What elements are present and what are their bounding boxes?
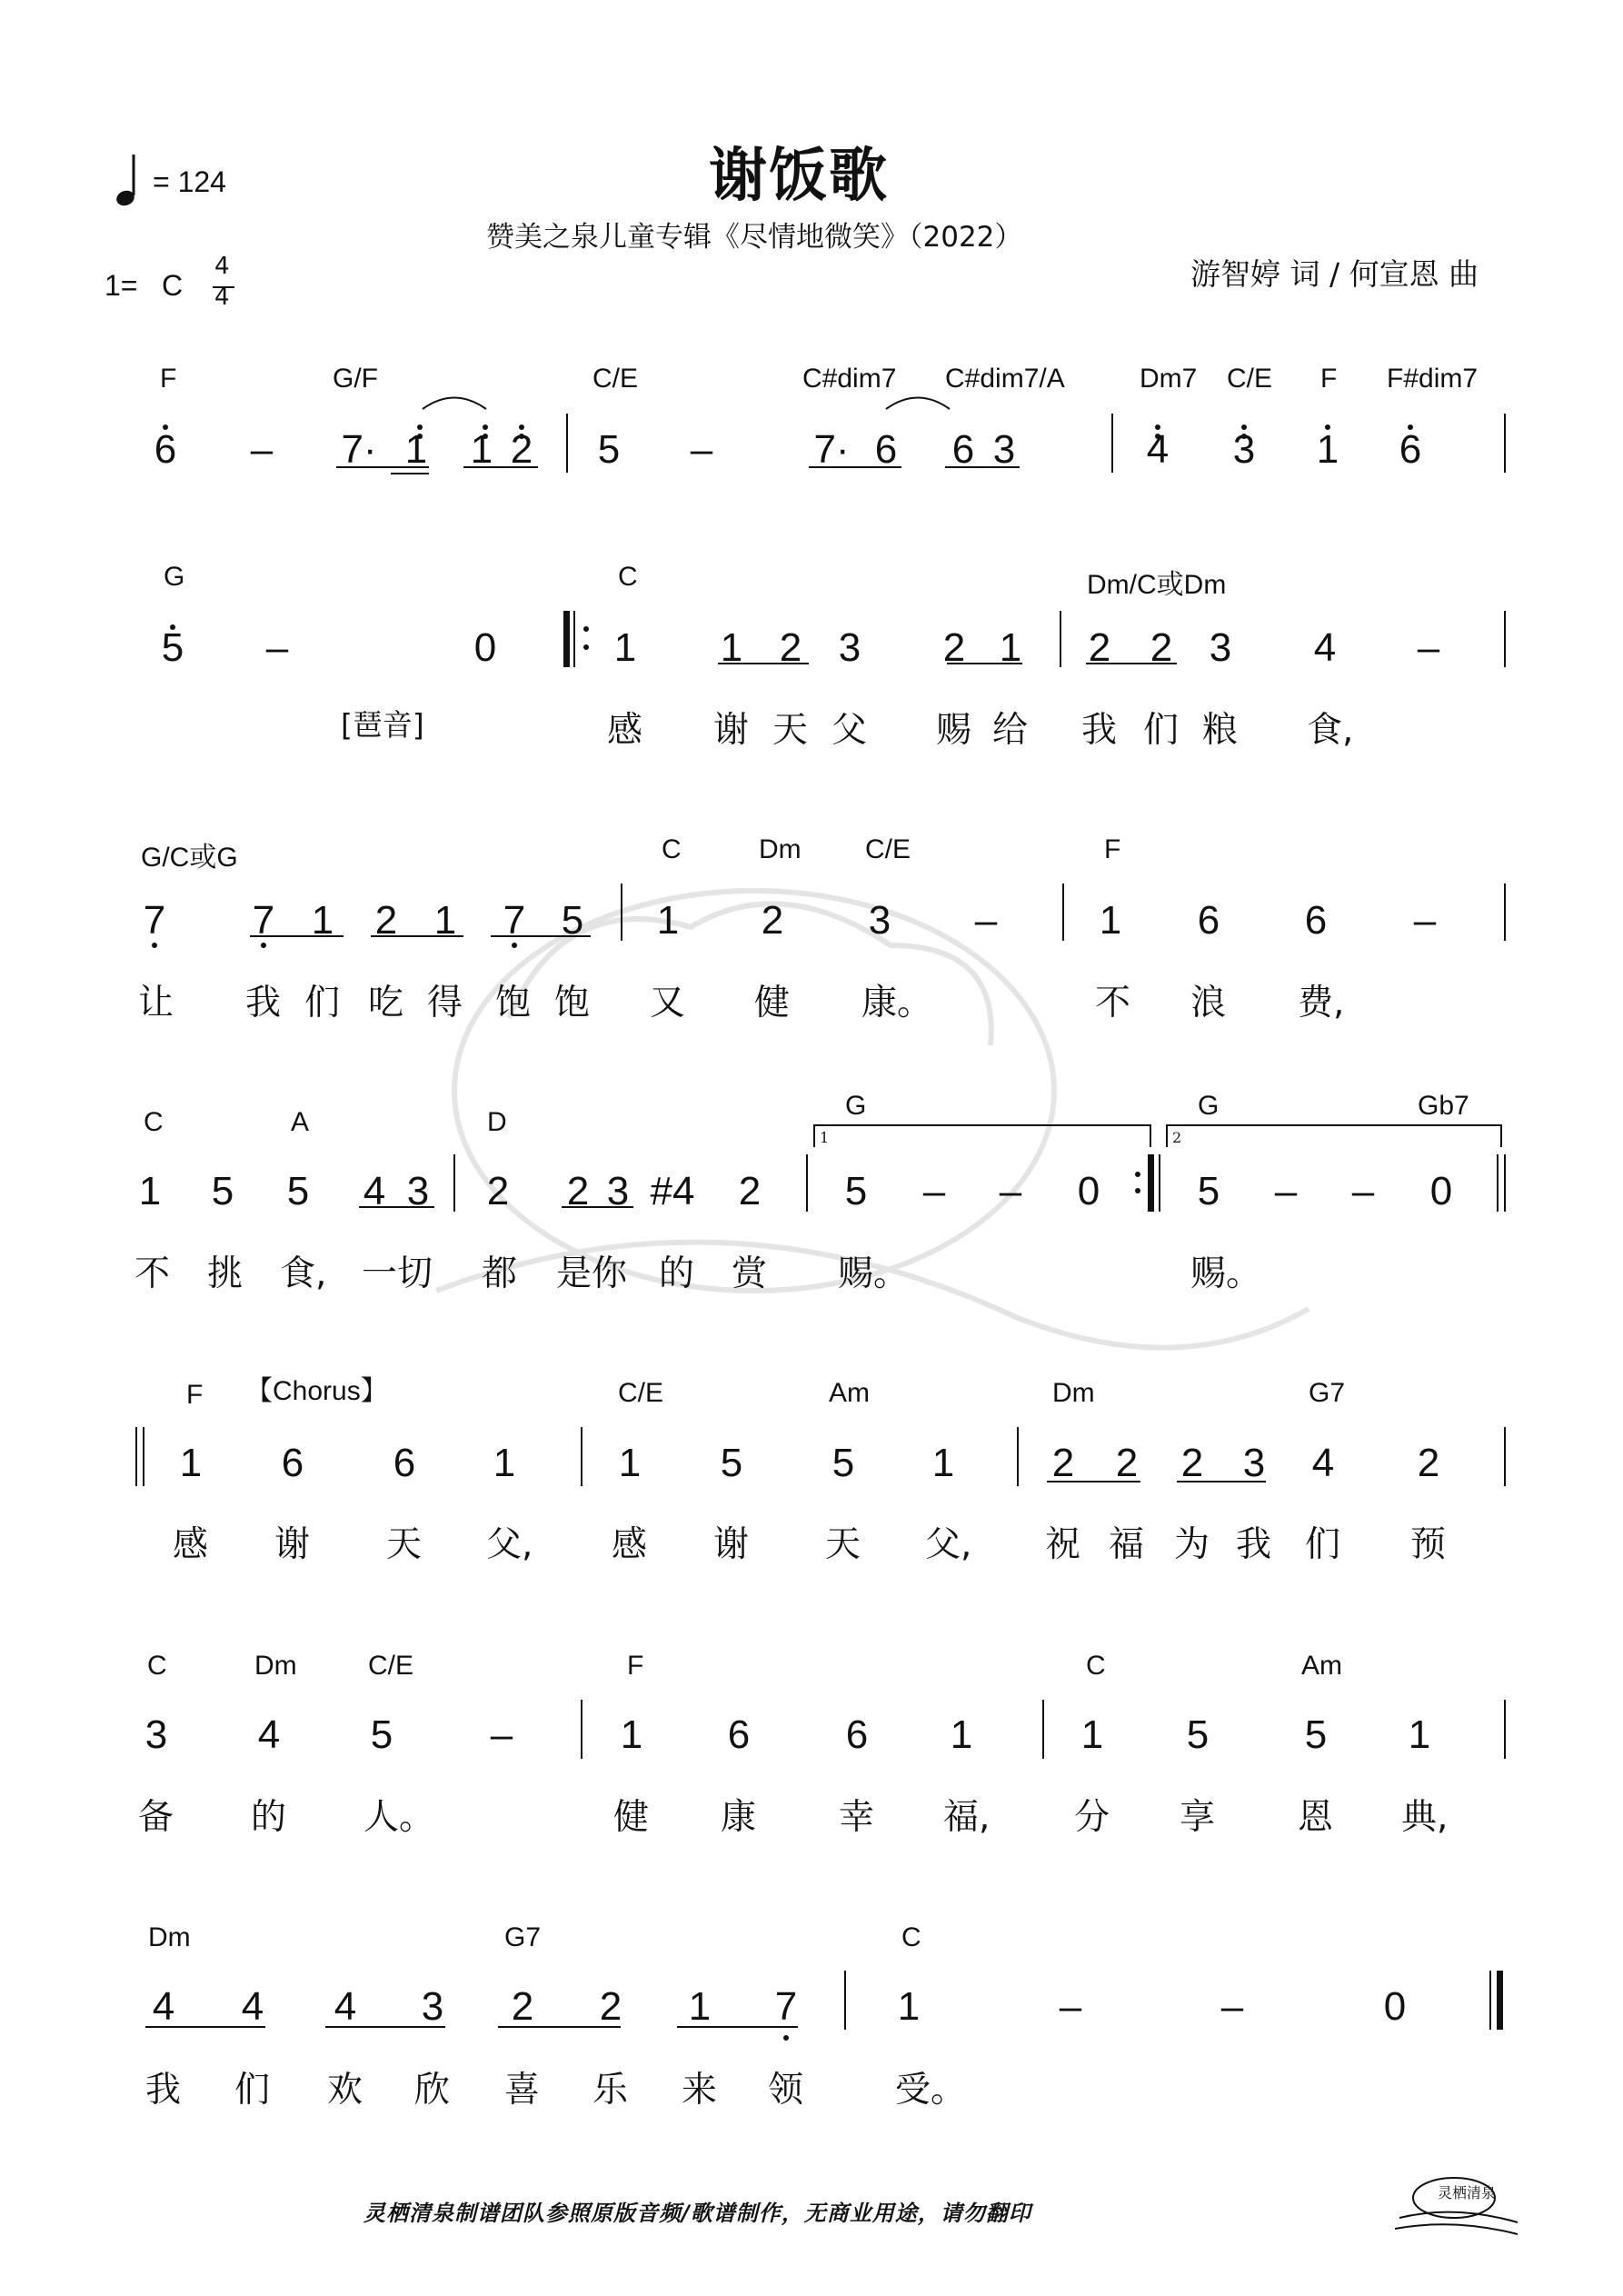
note: 4 bbox=[363, 1169, 386, 1213]
chord: F#dim7 bbox=[1387, 364, 1479, 394]
lyric: 粮 bbox=[1202, 710, 1239, 751]
note: 5 bbox=[1197, 1169, 1220, 1213]
chord: G bbox=[164, 562, 185, 592]
note: 5 bbox=[844, 1169, 868, 1213]
lyric: 们 bbox=[1143, 710, 1180, 751]
lyric: 预 bbox=[1410, 1524, 1447, 1565]
lyric: 不 bbox=[1095, 983, 1131, 1023]
chord: Dm bbox=[1052, 1378, 1095, 1408]
note: 1 bbox=[493, 1441, 516, 1485]
chord: F bbox=[1320, 364, 1338, 394]
note: 6 bbox=[727, 1712, 751, 1757]
lyric: 天 bbox=[386, 1524, 423, 1565]
lyric: 谢 bbox=[713, 1524, 750, 1565]
chord: C/E bbox=[865, 834, 911, 864]
lyric: 恩 bbox=[1298, 1797, 1334, 1838]
lyric: 天 bbox=[772, 710, 809, 751]
note: 2 bbox=[779, 625, 802, 670]
lyric: 感 bbox=[612, 1524, 648, 1565]
note: 1 bbox=[897, 1984, 921, 2029]
note: 2 bbox=[374, 898, 398, 943]
lyric: 挑 bbox=[207, 1253, 244, 1294]
lyric: 领 bbox=[768, 2070, 804, 2111]
note: 7 bbox=[143, 898, 166, 943]
note: – bbox=[1417, 625, 1440, 670]
lyric: 分 bbox=[1074, 1797, 1110, 1838]
note: 0 bbox=[1429, 1169, 1453, 1213]
note: 4 bbox=[257, 1712, 281, 1757]
chord: C#dim7 bbox=[802, 364, 897, 394]
note: 1 bbox=[138, 1169, 162, 1213]
note: 5 bbox=[561, 898, 584, 943]
note: 6 bbox=[1399, 427, 1422, 472]
key-label: 1= bbox=[105, 269, 138, 302]
lyricist-composer-credit: 游智婷 词 / 何宣恩 曲 bbox=[1190, 256, 1479, 292]
lyric: 赏 bbox=[732, 1253, 768, 1294]
chord: C bbox=[147, 1651, 167, 1681]
lyric: 费, bbox=[1298, 983, 1345, 1023]
note: 1 bbox=[999, 625, 1022, 670]
section-label-chorus: 【Chorus】 bbox=[245, 1376, 388, 1406]
song-title: 谢饭歌 bbox=[709, 143, 889, 210]
lyric: 感 bbox=[173, 1524, 209, 1565]
volta-2: 2 bbox=[1172, 1129, 1182, 1146]
lyric: 饱 bbox=[495, 983, 532, 1023]
lyric: 们 bbox=[304, 983, 341, 1023]
lyric: 康。 bbox=[861, 983, 933, 1023]
note: 0 bbox=[1077, 1169, 1100, 1213]
chord: C bbox=[1086, 1651, 1106, 1681]
lyric: 都 bbox=[482, 1253, 518, 1294]
lyric: 来 bbox=[682, 2070, 718, 2111]
note: 1 bbox=[1316, 427, 1339, 472]
lyric: 不 bbox=[134, 1253, 171, 1294]
note: 3 bbox=[868, 898, 891, 943]
note: 5 bbox=[286, 1169, 310, 1213]
note: 4 bbox=[1311, 1441, 1335, 1485]
note: 3 bbox=[606, 1169, 630, 1213]
note: 3 bbox=[144, 1712, 168, 1757]
note: 3 bbox=[1242, 1441, 1266, 1485]
lyric: 幸 bbox=[839, 1797, 875, 1838]
note: – bbox=[922, 1169, 946, 1213]
chord: C bbox=[901, 1922, 921, 1952]
note: 1 bbox=[931, 1441, 955, 1485]
note: 0 bbox=[1383, 1984, 1407, 2029]
note: 5 bbox=[597, 427, 621, 472]
lyric: 的 bbox=[251, 1797, 287, 1838]
note: 5 bbox=[1304, 1712, 1328, 1757]
note: 7 bbox=[774, 1984, 798, 2029]
chord: F bbox=[1104, 834, 1121, 864]
lyric: 是你 bbox=[556, 1253, 628, 1294]
lyric: 祝 bbox=[1045, 1524, 1081, 1565]
chord: C bbox=[618, 562, 638, 592]
note: 2 bbox=[1088, 625, 1111, 670]
lyric: 浪 bbox=[1190, 983, 1227, 1023]
chord: A bbox=[291, 1107, 310, 1137]
note: 2 bbox=[1115, 1441, 1139, 1485]
note: 2 bbox=[599, 1984, 622, 2029]
arpeggio-label: [琶音] bbox=[341, 707, 424, 743]
volta-1: 1 bbox=[820, 1129, 830, 1146]
chord: G bbox=[1198, 1091, 1220, 1121]
note: 3 bbox=[1209, 625, 1232, 670]
note: – bbox=[1413, 898, 1437, 943]
note: 6 bbox=[281, 1441, 304, 1485]
lyric: 天 bbox=[825, 1524, 861, 1565]
lyric: 赐。 bbox=[1190, 1253, 1262, 1294]
note: 6 bbox=[1304, 898, 1328, 943]
note: – bbox=[690, 427, 713, 472]
note: 7· bbox=[813, 427, 850, 472]
chord: C/E bbox=[368, 1651, 414, 1681]
lyric: 们 bbox=[1305, 1524, 1341, 1565]
note: 1 bbox=[618, 1441, 642, 1485]
lyric: 备 bbox=[138, 1797, 174, 1838]
lyric: 我 bbox=[1236, 1524, 1272, 1565]
lyric: 人。 bbox=[363, 1797, 435, 1838]
lyric: 食, bbox=[280, 1253, 327, 1294]
note: 3 bbox=[421, 1984, 444, 2029]
lyric: 康 bbox=[721, 1797, 757, 1838]
note: – bbox=[974, 898, 998, 943]
tempo-label: = 124 bbox=[153, 165, 226, 198]
chord: C bbox=[144, 1107, 164, 1137]
note: 4 bbox=[152, 1984, 175, 2029]
note: 7 bbox=[503, 898, 526, 943]
chord: F bbox=[627, 1651, 644, 1681]
footer-notice: 灵栖清泉制谱团队参照原版音频/歌谱制作，无商业用途，请勿翻印 bbox=[363, 2201, 1031, 2226]
note: 6 bbox=[951, 427, 975, 472]
lyric: 让 bbox=[138, 983, 174, 1023]
chord: C#dim7/A bbox=[945, 364, 1065, 394]
chord: C/E bbox=[1227, 364, 1273, 394]
note: 2 bbox=[738, 1169, 762, 1213]
chord: D bbox=[487, 1107, 507, 1137]
note: 5 bbox=[370, 1712, 393, 1757]
lyric: 为 bbox=[1174, 1524, 1210, 1565]
chord: F bbox=[186, 1380, 204, 1410]
note: 5 bbox=[720, 1441, 743, 1485]
note: 0 bbox=[473, 625, 497, 670]
note: – bbox=[1220, 1984, 1244, 2029]
note: 2 bbox=[566, 1169, 590, 1213]
note: 2 bbox=[486, 1169, 510, 1213]
note: 5 bbox=[831, 1441, 855, 1485]
note: 4 bbox=[1146, 427, 1170, 472]
note: – bbox=[250, 427, 274, 472]
chord: Dm7 bbox=[1140, 364, 1198, 394]
lyric: 谢 bbox=[713, 710, 750, 751]
note: – bbox=[265, 625, 289, 670]
note: 1 bbox=[1099, 898, 1122, 943]
note: 7· bbox=[341, 427, 377, 472]
chord: Am bbox=[829, 1378, 870, 1408]
lyric: 谢 bbox=[274, 1524, 311, 1565]
chord: Gb7 bbox=[1418, 1091, 1469, 1121]
chord: F bbox=[160, 364, 177, 394]
chord: G/F bbox=[333, 364, 378, 394]
lyric: 给 bbox=[992, 710, 1029, 751]
lyric: 我 bbox=[1081, 710, 1118, 751]
lyric: 赐。 bbox=[838, 1253, 910, 1294]
note: – bbox=[1059, 1984, 1082, 2029]
lyric: 健 bbox=[754, 983, 791, 1023]
team-logo-text: 灵栖清泉 bbox=[1438, 2184, 1497, 2201]
note: 2 bbox=[942, 625, 966, 670]
lyric: 典, bbox=[1401, 1797, 1449, 1838]
lyric: 健 bbox=[613, 1797, 650, 1838]
note: 4 bbox=[241, 1984, 264, 2029]
note: 6 bbox=[1197, 898, 1220, 943]
lyric: 一切 bbox=[362, 1253, 433, 1294]
note: 1 bbox=[1080, 1712, 1104, 1757]
chord: C/E bbox=[592, 364, 639, 394]
lyric: 又 bbox=[650, 983, 686, 1023]
lyric: 吃 bbox=[368, 983, 404, 1023]
note: #4 bbox=[650, 1169, 695, 1213]
chord: C bbox=[662, 834, 682, 864]
lyric: 乐 bbox=[592, 2070, 629, 2111]
key-letter: C bbox=[162, 269, 184, 302]
lyric: 欣 bbox=[414, 2070, 451, 2111]
note: 5 bbox=[211, 1169, 234, 1213]
lyric: 欢 bbox=[327, 2070, 363, 2111]
note: 1 bbox=[720, 625, 743, 670]
note: 6 bbox=[845, 1712, 869, 1757]
lyric: 感 bbox=[607, 710, 643, 751]
note: 2 bbox=[511, 1984, 534, 2029]
lyric: 喜 bbox=[504, 2070, 541, 2111]
lyric: 我 bbox=[145, 2070, 182, 2111]
lyric: 我 bbox=[245, 983, 282, 1023]
note: 1 bbox=[613, 625, 637, 670]
note: 2 bbox=[1150, 625, 1173, 670]
note: 1 bbox=[179, 1441, 203, 1485]
lyric: 饱 bbox=[554, 983, 591, 1023]
time-signature-top: 4 bbox=[214, 253, 230, 280]
note: 3 bbox=[406, 1169, 430, 1213]
chord: Am bbox=[1301, 1651, 1342, 1681]
note: 1 bbox=[950, 1712, 973, 1757]
chord: Dm bbox=[148, 1922, 191, 1952]
chord: G bbox=[845, 1091, 867, 1121]
note: 2 bbox=[1417, 1441, 1440, 1485]
time-signature-bottom: 4 bbox=[214, 284, 230, 311]
note: 3 bbox=[992, 427, 1016, 472]
note: 3 bbox=[838, 625, 861, 670]
lyric: 受。 bbox=[895, 2070, 967, 2111]
lyric: 赐 bbox=[936, 710, 972, 751]
note: 4 bbox=[1313, 625, 1337, 670]
lyric: 福 bbox=[1109, 1524, 1145, 1565]
note: 5 bbox=[1186, 1712, 1210, 1757]
note: – bbox=[1351, 1169, 1375, 1213]
note: 2 bbox=[761, 898, 784, 943]
note: 6 bbox=[874, 427, 898, 472]
note: – bbox=[490, 1712, 513, 1757]
note: 1 bbox=[470, 427, 493, 472]
lyric: 得 bbox=[427, 983, 463, 1023]
chord: G7 bbox=[504, 1922, 542, 1952]
chord: Dm/C或Dm bbox=[1087, 570, 1227, 600]
lyric: 福, bbox=[943, 1797, 991, 1838]
note: 4 bbox=[334, 1984, 357, 2029]
album-subtitle: 赞美之泉儿童专辑《尽情地微笑》（2022） bbox=[486, 221, 1023, 254]
note: 1 bbox=[1408, 1712, 1431, 1757]
note: 5 bbox=[161, 625, 184, 670]
lyric: 享 bbox=[1180, 1797, 1216, 1838]
chord: Dm bbox=[254, 1651, 297, 1681]
lyric: 们 bbox=[234, 2070, 271, 2111]
chord: Dm bbox=[759, 834, 802, 864]
chord: G/C或G bbox=[141, 843, 238, 873]
chord: G7 bbox=[1309, 1378, 1346, 1408]
note: 1 bbox=[656, 898, 680, 943]
note: 6 bbox=[154, 427, 177, 472]
lyric: 父 bbox=[831, 710, 868, 751]
note: 2 bbox=[1180, 1441, 1204, 1485]
note: 2 bbox=[510, 427, 533, 472]
chord: C/E bbox=[618, 1378, 664, 1408]
note: 7 bbox=[252, 898, 275, 943]
lyric: 的 bbox=[659, 1253, 695, 1294]
note: – bbox=[999, 1169, 1022, 1213]
note: 1 bbox=[620, 1712, 643, 1757]
note: 2 bbox=[1051, 1441, 1075, 1485]
lyric: 父, bbox=[486, 1524, 533, 1565]
note: 1 bbox=[433, 898, 457, 943]
note: 1 bbox=[688, 1984, 712, 2029]
note: 1 bbox=[404, 427, 428, 472]
note: 1 bbox=[311, 898, 334, 943]
lyric: 食, bbox=[1307, 710, 1354, 751]
note: – bbox=[1274, 1169, 1298, 1213]
note: 3 bbox=[1232, 427, 1256, 472]
lyric: 父, bbox=[925, 1524, 972, 1565]
note: 6 bbox=[393, 1441, 416, 1485]
